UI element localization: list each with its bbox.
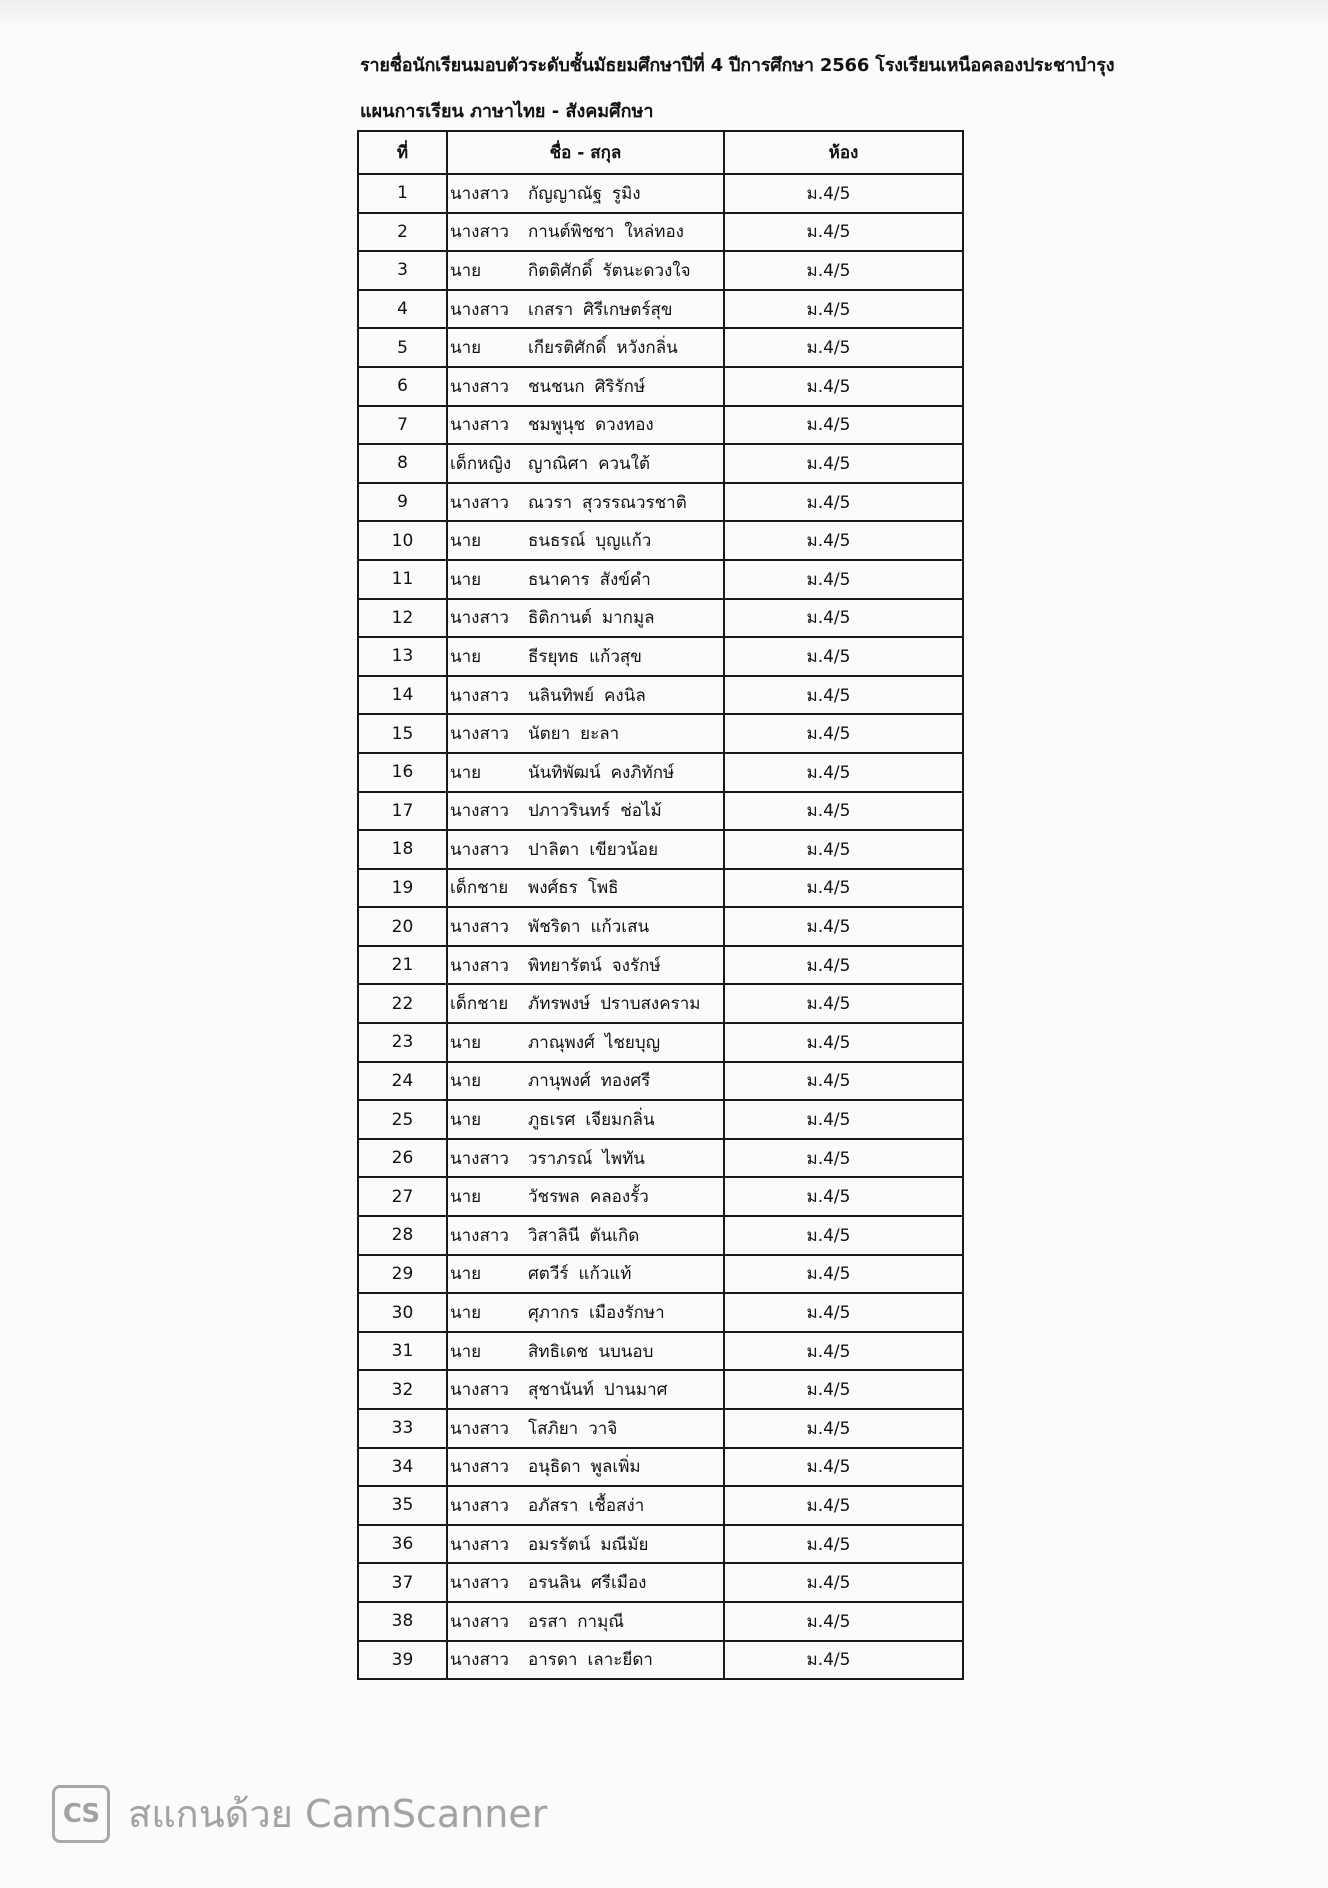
student-name-cell — [447, 830, 724, 869]
table-row — [358, 1293, 963, 1332]
last-name: ศรีเมือง — [591, 1573, 647, 1594]
row-number: 29 — [358, 1255, 447, 1294]
last-name: แก้วเสน — [590, 917, 650, 938]
name-prefix: นาย — [450, 1110, 482, 1131]
table-row — [358, 714, 963, 753]
row-number: 1 — [358, 174, 447, 213]
name-prefix: นาย — [450, 260, 482, 281]
student-name-cell — [447, 676, 724, 715]
room-cell: ม.4/5 — [724, 1409, 963, 1448]
first-name: กานต์พิชชา — [528, 222, 615, 243]
last-name: ปานมาศ — [603, 1380, 668, 1401]
first-name: ภานุพงศ์ — [528, 1071, 591, 1092]
first-name: ศุภากร — [528, 1303, 579, 1324]
table-row — [358, 1602, 963, 1641]
first-name: กัญญาณัฐ — [528, 183, 602, 204]
table-row — [358, 1525, 963, 1564]
last-name: หวังกลิ่น — [616, 338, 678, 359]
name-prefix: นางสาว — [450, 183, 509, 204]
last-name: กามุณี — [577, 1611, 625, 1632]
row-number: 39 — [358, 1641, 447, 1680]
table-row — [358, 251, 963, 290]
header-room: ห้อง — [724, 131, 963, 174]
student-name-cell — [447, 1486, 724, 1525]
name-prefix: นางสาว — [450, 1418, 509, 1439]
table-row — [358, 1332, 963, 1371]
row-number: 33 — [358, 1409, 447, 1448]
room-cell: ม.4/5 — [724, 1023, 963, 1062]
last-name: ยะลา — [580, 724, 620, 745]
first-name: กิตติศักดิ์ — [528, 260, 593, 281]
student-name-cell — [447, 869, 724, 908]
student-name-cell — [447, 1563, 724, 1602]
last-name: สังข์คำ — [599, 569, 651, 590]
first-name: ญาณิศา — [528, 453, 589, 474]
first-name: สิทธิเดช — [528, 1341, 589, 1362]
header-name: ชื่อ - สกุล — [447, 131, 724, 174]
row-number: 24 — [358, 1062, 447, 1101]
first-name: วัชรพล — [528, 1187, 580, 1208]
row-number: 34 — [358, 1448, 447, 1487]
row-number: 28 — [358, 1216, 447, 1255]
row-number: 27 — [358, 1177, 447, 1216]
room-cell: ม.4/5 — [724, 1641, 963, 1680]
first-name: ธิติกานต์ — [528, 608, 592, 629]
table-row — [358, 290, 963, 329]
student-name-cell — [447, 444, 724, 483]
student-name-cell — [447, 290, 724, 329]
student-name-cell — [447, 1100, 724, 1139]
room-cell: ม.4/5 — [724, 1293, 963, 1332]
row-number: 19 — [358, 869, 447, 908]
last-name: มากมูล — [601, 608, 655, 629]
student-roster-table — [357, 130, 964, 1680]
table-row — [358, 1255, 963, 1294]
row-number: 35 — [358, 1486, 447, 1525]
table-row — [358, 984, 963, 1023]
room-cell: ม.4/5 — [724, 367, 963, 406]
student-name-cell — [447, 946, 724, 985]
first-name: วราภรณ์ — [528, 1148, 593, 1169]
row-number: 31 — [358, 1332, 447, 1371]
table-row — [358, 521, 963, 560]
room-cell: ม.4/5 — [724, 174, 963, 213]
row-number: 37 — [358, 1563, 447, 1602]
student-name-cell — [447, 1216, 724, 1255]
first-name: อรนลิน — [528, 1573, 582, 1594]
row-number: 2 — [358, 213, 447, 252]
student-name-cell — [447, 1525, 724, 1564]
name-prefix: นางสาว — [450, 1380, 509, 1401]
student-name-cell — [447, 251, 724, 290]
name-prefix: นางสาว — [450, 1650, 509, 1671]
last-name: เชื้อสง่า — [588, 1495, 645, 1516]
first-name: เกสรา — [528, 299, 574, 320]
student-name-cell — [447, 1641, 724, 1680]
last-name: ไชยบุญ — [604, 1032, 661, 1053]
last-name: ช่อไม้ — [620, 801, 662, 822]
row-number: 20 — [358, 907, 447, 946]
room-cell: ม.4/5 — [724, 792, 963, 831]
last-name: ตันเกิด — [589, 1225, 640, 1246]
first-name: นัตยา — [528, 724, 571, 745]
name-prefix: นางสาว — [450, 222, 509, 243]
first-name: พิทยารัตน์ — [528, 955, 602, 976]
row-number: 9 — [358, 483, 447, 522]
table-row — [358, 213, 963, 252]
room-cell: ม.4/5 — [724, 328, 963, 367]
first-name: นลินทิพย์ — [528, 685, 595, 706]
student-name-cell — [447, 560, 724, 599]
last-name: ศิรีเกษตร์สุข — [583, 299, 673, 320]
table-row — [358, 599, 963, 638]
document-subtitle: แผนการเรียน ภาษาไทย - สังคมศึกษา — [360, 101, 654, 122]
name-prefix: นางสาว — [450, 1611, 509, 1632]
name-prefix: นาย — [450, 1341, 482, 1362]
table-row — [358, 1177, 963, 1216]
header-no: ที่ — [358, 131, 447, 174]
table-row — [358, 1563, 963, 1602]
last-name: ทองศรี — [600, 1071, 651, 1092]
room-cell: ม.4/5 — [724, 599, 963, 638]
room-cell: ม.4/5 — [724, 560, 963, 599]
student-name-cell — [447, 1293, 724, 1332]
room-cell: ม.4/5 — [724, 1332, 963, 1371]
last-name: ดวงทอง — [595, 415, 654, 436]
name-prefix: นางสาว — [450, 1457, 509, 1478]
table-row — [358, 406, 963, 445]
table-row — [358, 1448, 963, 1487]
student-name-cell — [447, 792, 724, 831]
row-number: 15 — [358, 714, 447, 753]
first-name: เกียรติศักดิ์ — [528, 338, 607, 359]
table-row — [358, 1486, 963, 1525]
last-name: เขียวน้อย — [589, 839, 659, 860]
room-cell: ม.4/5 — [724, 251, 963, 290]
student-name-cell — [447, 1023, 724, 1062]
watermark-text: สแกนด้วย CamScanner — [128, 1792, 548, 1836]
last-name: เมืองรักษา — [588, 1303, 665, 1324]
row-number: 36 — [358, 1525, 447, 1564]
student-name-cell — [447, 1062, 724, 1101]
student-name-cell — [447, 406, 724, 445]
first-name: ภาณุพงศ์ — [528, 1032, 595, 1053]
student-name-cell — [447, 1332, 724, 1371]
name-prefix: นางสาว — [450, 376, 509, 397]
room-cell: ม.4/5 — [724, 753, 963, 792]
first-name: ปภาวรินทร์ — [528, 801, 611, 822]
last-name: ไพทัน — [602, 1148, 645, 1169]
room-cell: ม.4/5 — [724, 984, 963, 1023]
name-prefix: นางสาว — [450, 1534, 509, 1555]
student-name-cell — [447, 483, 724, 522]
name-prefix: นาย — [450, 1187, 482, 1208]
row-number: 10 — [358, 521, 447, 560]
room-cell: ม.4/5 — [724, 1370, 963, 1409]
student-name-cell — [447, 1602, 724, 1641]
first-name: ธนธรณ์ — [528, 531, 586, 552]
row-number: 23 — [358, 1023, 447, 1062]
row-number: 4 — [358, 290, 447, 329]
last-name: สุวรรณวรชาติ — [582, 492, 687, 513]
room-cell: ม.4/5 — [724, 714, 963, 753]
room-cell: ม.4/5 — [724, 946, 963, 985]
name-prefix: นางสาว — [450, 839, 509, 860]
last-name: นบนอบ — [598, 1341, 654, 1362]
student-name-cell — [447, 599, 724, 638]
name-prefix: นางสาว — [450, 1573, 509, 1594]
name-prefix: เด็กหญิง — [450, 453, 512, 474]
table-row — [358, 174, 963, 213]
table-row — [358, 367, 963, 406]
table-row — [358, 1100, 963, 1139]
student-name-cell — [447, 1370, 724, 1409]
room-cell: ม.4/5 — [724, 907, 963, 946]
room-cell: ม.4/5 — [724, 830, 963, 869]
student-name-cell — [447, 1409, 724, 1448]
table-row — [358, 753, 963, 792]
table-row — [358, 869, 963, 908]
first-name: อารดา — [528, 1650, 578, 1671]
table-row — [358, 676, 963, 715]
room-cell: ม.4/5 — [724, 1062, 963, 1101]
student-name-cell — [447, 984, 724, 1023]
name-prefix: นาย — [450, 531, 482, 552]
last-name: โพธิ — [587, 878, 619, 899]
name-prefix: นาย — [450, 569, 482, 590]
name-prefix: นาย — [450, 762, 482, 783]
first-name: ธนาคาร — [528, 569, 590, 590]
last-name: คงภิทักษ์ — [610, 762, 675, 783]
name-prefix: นาย — [450, 1264, 482, 1285]
table-row — [358, 328, 963, 367]
row-number: 22 — [358, 984, 447, 1023]
first-name: อภัสรา — [528, 1495, 579, 1516]
room-cell: ม.4/5 — [724, 1177, 963, 1216]
room-cell: ม.4/5 — [724, 1216, 963, 1255]
table-body — [358, 174, 963, 1679]
last-name: ปราบสงคราม — [600, 994, 701, 1015]
last-name: แก้วสุข — [589, 646, 642, 667]
table-row — [358, 830, 963, 869]
room-cell: ม.4/5 — [724, 406, 963, 445]
row-number: 8 — [358, 444, 447, 483]
row-number: 14 — [358, 676, 447, 715]
name-prefix: นางสาว — [450, 1225, 509, 1246]
student-name-cell — [447, 521, 724, 560]
student-name-cell — [447, 367, 724, 406]
table-row — [358, 444, 963, 483]
last-name: เจียมกลิ่น — [585, 1110, 655, 1131]
room-cell: ม.4/5 — [724, 1448, 963, 1487]
last-name: พูลเพิ่ม — [590, 1457, 641, 1478]
row-number: 25 — [358, 1100, 447, 1139]
room-cell: ม.4/5 — [724, 1100, 963, 1139]
room-cell: ม.4/5 — [724, 444, 963, 483]
room-cell: ม.4/5 — [724, 213, 963, 252]
last-name: ศิริรักษ์ — [594, 376, 646, 397]
first-name: อมรรัตน์ — [528, 1534, 591, 1555]
student-name-cell — [447, 1139, 724, 1178]
student-name-cell — [447, 1177, 724, 1216]
first-name: ธีรยุทธ — [528, 646, 580, 667]
name-prefix: นางสาว — [450, 955, 509, 976]
room-cell: ม.4/5 — [724, 1486, 963, 1525]
name-prefix: นาย — [450, 338, 482, 359]
last-name: รูมิง — [611, 183, 641, 204]
table-row — [358, 1216, 963, 1255]
name-prefix: นางสาว — [450, 724, 509, 745]
row-number: 6 — [358, 367, 447, 406]
student-name-cell — [447, 907, 724, 946]
last-name: รัตนะดวงใจ — [602, 260, 691, 281]
table-row — [358, 637, 963, 676]
student-name-cell — [447, 328, 724, 367]
table-row — [358, 560, 963, 599]
name-prefix: นางสาว — [450, 1495, 509, 1516]
table-row — [358, 946, 963, 985]
row-number: 3 — [358, 251, 447, 290]
name-prefix: นางสาว — [450, 917, 509, 938]
name-prefix: นางสาว — [450, 608, 509, 629]
row-number: 21 — [358, 946, 447, 985]
name-prefix: นางสาว — [450, 415, 509, 436]
name-prefix: เด็กชาย — [450, 994, 509, 1015]
room-cell: ม.4/5 — [724, 1255, 963, 1294]
student-name-cell — [447, 174, 724, 213]
table-row — [358, 907, 963, 946]
table-row — [358, 1062, 963, 1101]
row-number: 16 — [358, 753, 447, 792]
scan-edge-shadow — [0, 0, 1328, 28]
room-cell: ม.4/5 — [724, 869, 963, 908]
student-name-cell — [447, 714, 724, 753]
camscanner-logo-icon: CS — [52, 1785, 110, 1843]
row-number: 18 — [358, 830, 447, 869]
room-cell: ม.4/5 — [724, 1563, 963, 1602]
student-name-cell — [447, 637, 724, 676]
student-name-cell — [447, 213, 724, 252]
table-row — [358, 1409, 963, 1448]
name-prefix: นางสาว — [450, 299, 509, 320]
first-name: อนุธิดา — [528, 1457, 581, 1478]
row-number: 32 — [358, 1370, 447, 1409]
name-prefix: นางสาว — [450, 685, 509, 706]
room-cell: ม.4/5 — [724, 483, 963, 522]
first-name: โสภิยา — [528, 1418, 579, 1439]
student-name-cell — [447, 753, 724, 792]
room-cell: ม.4/5 — [724, 1525, 963, 1564]
table-row — [358, 483, 963, 522]
first-name: ชนชนก — [528, 376, 585, 397]
room-cell: ม.4/5 — [724, 1139, 963, 1178]
last-name: แก้วแท้ — [578, 1264, 632, 1285]
row-number: 30 — [358, 1293, 447, 1332]
table-row — [358, 1023, 963, 1062]
first-name: ศตวีร์ — [528, 1264, 569, 1285]
document-title: รายชื่อนักเรียนมอบตัวระดับชั้นมัธยมศึกษาปีที่ 4 ปีการศึกษา 2566 โรงเรียนเหนือคลองประชาบำรุง — [360, 55, 1115, 76]
name-prefix: นางสาว — [450, 492, 509, 513]
table-header-row — [358, 131, 963, 174]
room-cell: ม.4/5 — [724, 290, 963, 329]
first-name: ชมพูนุช — [528, 415, 586, 436]
row-number: 12 — [358, 599, 447, 638]
room-cell: ม.4/5 — [724, 637, 963, 676]
first-name: สุชานันท์ — [528, 1380, 594, 1401]
last-name: วาจิ — [588, 1418, 618, 1439]
table-row — [358, 1139, 963, 1178]
name-prefix: นาย — [450, 1032, 482, 1053]
student-name-cell — [447, 1255, 724, 1294]
row-number: 26 — [358, 1139, 447, 1178]
last-name: ควนใต้ — [598, 453, 651, 474]
room-cell: ม.4/5 — [724, 676, 963, 715]
name-prefix: นาย — [450, 646, 482, 667]
room-cell: ม.4/5 — [724, 1602, 963, 1641]
first-name: พงศ์ธร — [528, 878, 578, 899]
name-prefix: นาย — [450, 1071, 482, 1092]
first-name: นันทิพัฒน์ — [528, 762, 601, 783]
name-prefix: เด็กชาย — [450, 878, 509, 899]
first-name: ปาลิตา — [528, 839, 580, 860]
last-name: จงรักษ์ — [611, 955, 661, 976]
first-name: วิสาลินี — [528, 1225, 580, 1246]
last-name: มณีมัย — [600, 1534, 649, 1555]
last-name: คลองรั้ว — [589, 1187, 649, 1208]
first-name: พัชริดา — [528, 917, 581, 938]
first-name: ภัทรพงษ์ — [528, 994, 591, 1015]
row-number: 7 — [358, 406, 447, 445]
row-number: 17 — [358, 792, 447, 831]
row-number: 38 — [358, 1602, 447, 1641]
name-prefix: นางสาว — [450, 801, 509, 822]
camscanner-watermark — [52, 1783, 547, 1844]
row-number: 13 — [358, 637, 447, 676]
table-row — [358, 1370, 963, 1409]
first-name: อรสา — [528, 1611, 568, 1632]
room-cell: ม.4/5 — [724, 521, 963, 560]
student-name-cell — [447, 1448, 724, 1487]
table-row — [358, 792, 963, 831]
last-name: เลาะยีดา — [587, 1650, 653, 1671]
name-prefix: นาย — [450, 1303, 482, 1324]
row-number: 5 — [358, 328, 447, 367]
last-name: บุญแก้ว — [595, 531, 652, 552]
table-row — [358, 1641, 963, 1680]
last-name: คงนิล — [604, 685, 646, 706]
first-name: ณวรา — [528, 492, 572, 513]
name-prefix: นางสาว — [450, 1148, 509, 1169]
first-name: ภูธเรศ — [528, 1110, 576, 1131]
last-name: ใหล่ทอง — [624, 222, 684, 243]
row-number: 11 — [358, 560, 447, 599]
